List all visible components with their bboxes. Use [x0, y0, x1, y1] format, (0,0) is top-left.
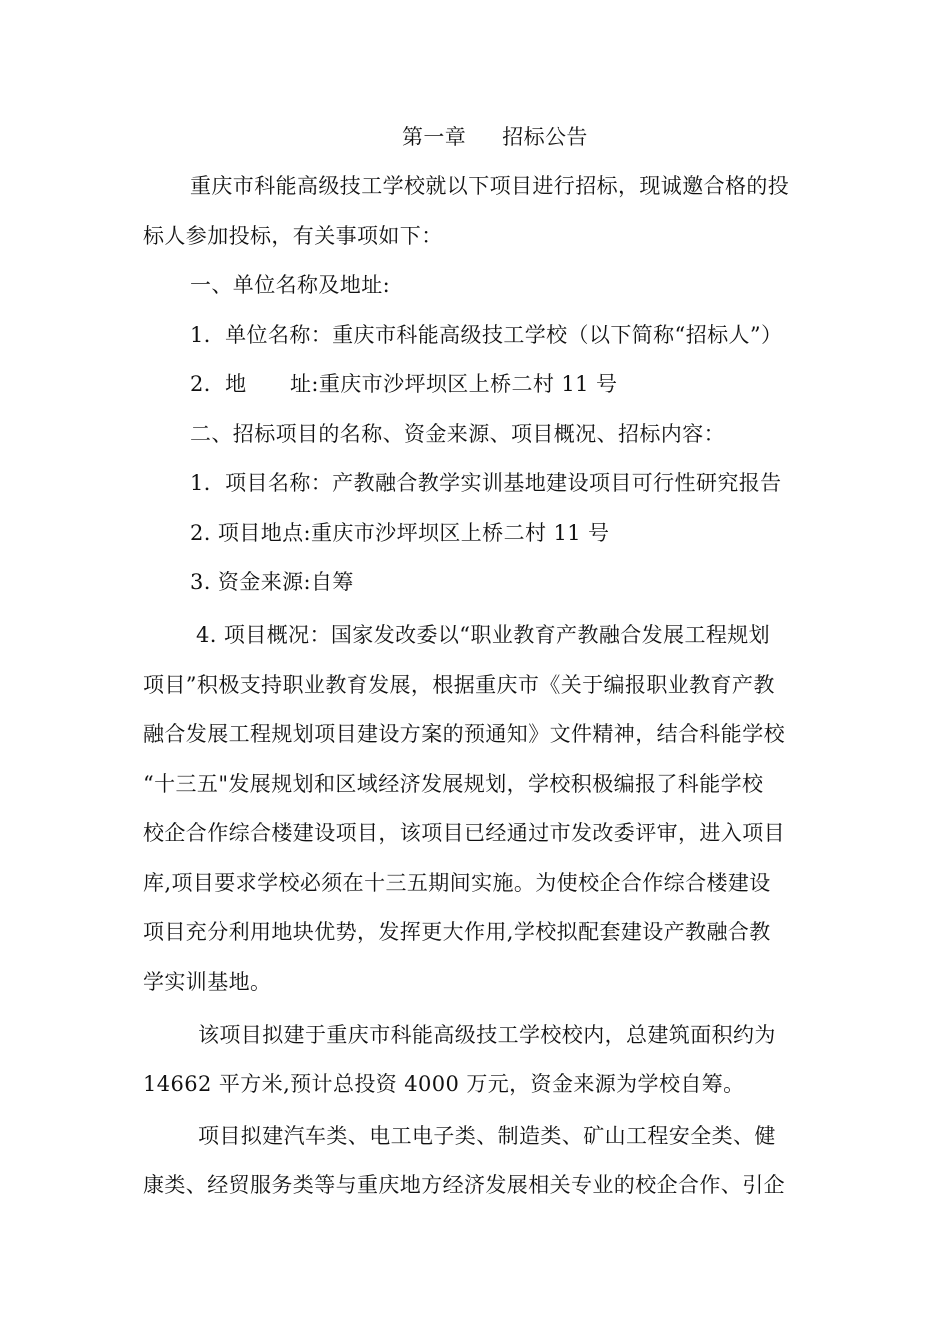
overview-line: 学实训基地。 — [143, 970, 272, 994]
overview-line: “十三五"发展规划和区域经济发展规划，学校积极编报了科能学校 — [143, 772, 764, 796]
overview-line: 库,项目要求学校必须在十三五期间实施。为使校企合作综合楼建设 — [143, 871, 771, 895]
section-heading-unit: 一、单位名称及地址: — [190, 273, 391, 297]
project-location-line: 2. 项目地点:重庆市沙坪坝区上桥二村 11 号 — [190, 521, 610, 545]
address-label-start: 2．地 — [190, 372, 247, 396]
area-paragraph-line: 14662 平方米,预计总投资 4000 万元，资金来源为学校自筹。 — [143, 1072, 745, 1096]
intro-line-1: 重庆市科能高级技工学校就以下项目进行招标，现诚邀合格的投 — [190, 174, 790, 198]
majors-paragraph-line: 康类、经贸服务类等与重庆地方经济发展相关专业的校企合作、引企 — [143, 1173, 785, 1197]
funding-source-line: 3. 资金来源:自筹 — [190, 570, 354, 594]
area-paragraph-line: 该项目拟建于重庆市科能高级技工学校校内，总建筑面积约为 — [198, 1023, 776, 1047]
overview-line: 项目充分利用地块优势，发挥更大作用,学校拟配套建设产教融合教 — [143, 920, 771, 944]
overview-line: 融合发展工程规划项目建设方案的预通知》文件精神，结合科能学校 — [143, 722, 785, 746]
overview-line: 校企合作综合楼建设项目，该项目已经通过市发改委评审，进入项目 — [143, 821, 785, 845]
overview-line: 4. 项目概况：国家发改委以“职业教育产教融合发展工程规划 — [196, 623, 771, 647]
project-name-line: 1．项目名称：产教融合教学实训基地建设项目可行性研究报告 — [190, 471, 782, 495]
unit-name-line: 1．单位名称：重庆市科能高级技工学校（以下简称“招标人”） — [190, 323, 783, 347]
chapter-heading — [402, 122, 588, 152]
chapter-title: 招标公告 — [502, 125, 588, 149]
majors-paragraph-line: 项目拟建汽车类、电工电子类、制造类、矿山工程安全类、健 — [198, 1124, 776, 1148]
unit-address-line — [190, 369, 617, 399]
section-heading-project: 二、招标项目的名称、资金来源、项目概况、招标内容： — [190, 422, 725, 446]
overview-line: 项目”积极支持职业教育发展，根据重庆市《关于编报职业教育产教 — [143, 673, 775, 697]
chapter-number: 第一章 — [402, 125, 467, 149]
intro-line-2: 标人参加投标，有关事项如下： — [143, 224, 443, 248]
address-label-end: 址:重庆市沙坪坝区上桥二村 11 号 — [290, 372, 618, 396]
